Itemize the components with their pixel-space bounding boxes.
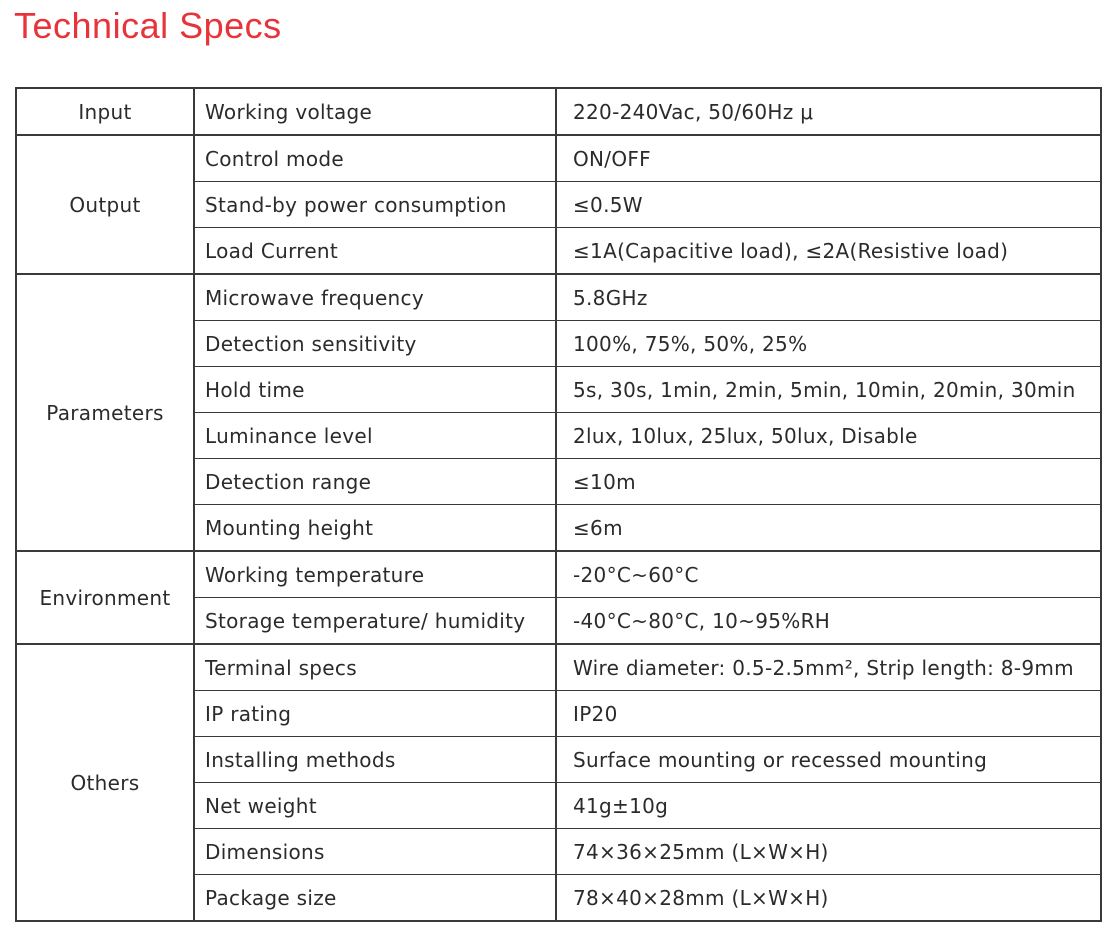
spec-label: Control mode <box>194 135 556 182</box>
spec-row <box>16 551 1101 598</box>
spec-label: Net weight <box>194 783 556 829</box>
spec-value: ON/OFF <box>556 135 1101 182</box>
spec-value: 2lux, 10lux, 25lux, 50lux, Disable <box>556 413 1101 459</box>
spec-label: Terminal specs <box>194 644 556 691</box>
spec-value: 74×36×25mm (L×W×H) <box>556 829 1101 875</box>
spec-value: IP20 <box>556 691 1101 737</box>
spec-group-label: Output <box>16 135 194 274</box>
spec-label: Working temperature <box>194 551 556 598</box>
spec-value: 5.8GHz <box>556 274 1101 321</box>
spec-label: Working voltage <box>194 88 556 135</box>
spec-label: Hold time <box>194 367 556 413</box>
spec-value: -20°C~60°C <box>556 551 1101 598</box>
spec-row <box>16 88 1101 135</box>
spec-value: -40°C~80°C, 10~95%RH <box>556 598 1101 645</box>
spec-value: Wire diameter: 0.5-2.5mm², Strip length: 8-9mm <box>556 644 1101 691</box>
spec-value: ≤6m <box>556 505 1101 552</box>
spec-label: IP rating <box>194 691 556 737</box>
spec-value: ≤0.5W <box>556 182 1101 228</box>
spec-row <box>16 274 1101 321</box>
spec-value: ≤10m <box>556 459 1101 505</box>
spec-value: 100%, 75%, 50%, 25% <box>556 321 1101 367</box>
spec-label: Mounting height <box>194 505 556 552</box>
spec-group-label: Environment <box>16 551 194 644</box>
spec-label: Package size <box>194 875 556 922</box>
spec-label: Storage temperature/ humidity <box>194 598 556 645</box>
spec-label: Stand-by power consumption <box>194 182 556 228</box>
spec-label: Dimensions <box>194 829 556 875</box>
spec-value: 220-240Vac, 50/60Hz μ <box>556 88 1101 135</box>
specs-table <box>15 87 1102 922</box>
spec-label: Installing methods <box>194 737 556 783</box>
spec-group-label: Others <box>16 644 194 921</box>
page-title: Technical Specs <box>14 5 282 46</box>
spec-label: Load Current <box>194 228 556 275</box>
spec-label: Luminance level <box>194 413 556 459</box>
spec-label: Detection sensitivity <box>194 321 556 367</box>
spec-row <box>16 644 1101 691</box>
spec-value: 41g±10g <box>556 783 1101 829</box>
spec-value: ≤1A(Capacitive load), ≤2A(Resistive load) <box>556 228 1101 275</box>
spec-value: 5s, 30s, 1min, 2min, 5min, 10min, 20min, 30min <box>556 367 1101 413</box>
spec-group-label: Parameters <box>16 274 194 551</box>
spec-label: Microwave frequency <box>194 274 556 321</box>
spec-row <box>16 135 1101 182</box>
spec-value: Surface mounting or recessed mounting <box>556 737 1101 783</box>
specs-table-body <box>16 88 1101 921</box>
spec-label: Detection range <box>194 459 556 505</box>
spec-group-label: Input <box>16 88 194 135</box>
spec-value: 78×40×28mm (L×W×H) <box>556 875 1101 922</box>
